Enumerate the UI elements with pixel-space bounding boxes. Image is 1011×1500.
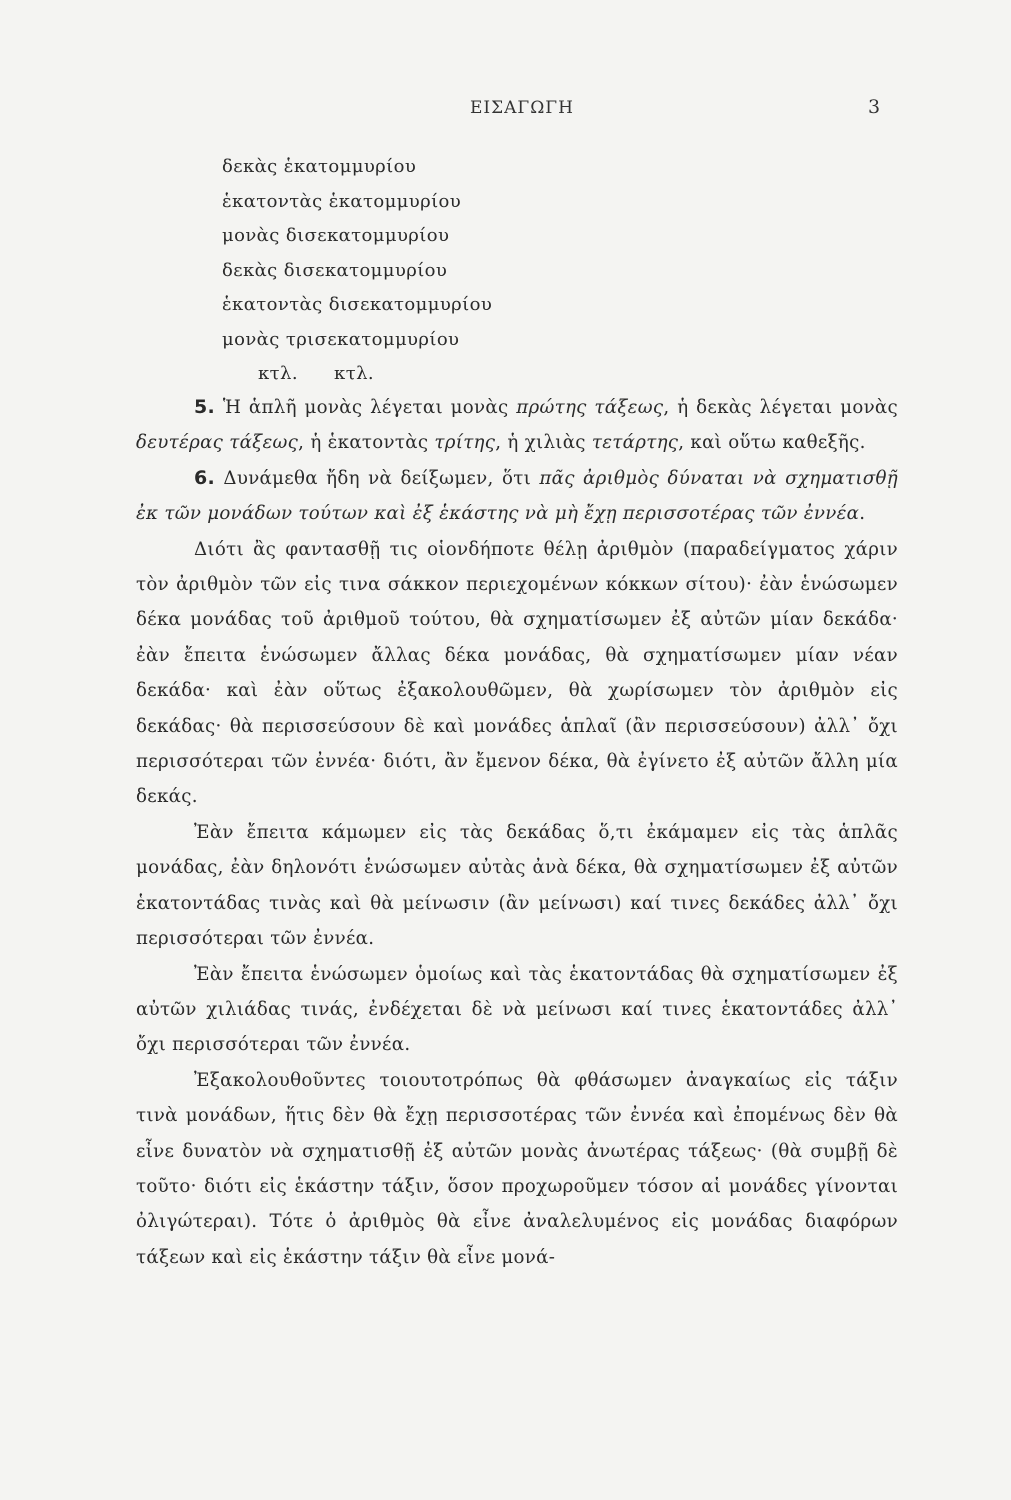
page-number: 3 [868,96,881,118]
emphasis: τρίτης [434,432,496,454]
list-item: ἑκατοντὰς δισεκατομμυρίου [222,294,493,315]
list-item: μονὰς τρισεκατομμυρίου [222,328,460,350]
body-text [136,390,898,1275]
running-head: ΕΙΣΑΓΩΓΗ [470,98,574,118]
list-item: ἑκατοντὰς ἑκατομμυρίου [222,190,462,212]
paragraph: Ἐὰν ἔπειτα ἑνώσωμεν ὁμοίως καὶ τὰς ἑκατοντάδας θὰ σχηματίσωμεν ἐξ αὐτῶν χιλιάδας τινάς, ἐνδέχεται δὲ νὰ μείνωσι καί τινες ἑκατοντάδες ἀλλ᾽ ὄχι περισσότεραι τῶν ἐννέα. [136,963,898,1056]
list-item: δεκὰς δισεκατομμυρίου [222,259,448,281]
list-item-etc: κτλ. κτλ. [258,363,374,384]
list-item: μονὰς δισεκατομμυρίου [222,225,450,246]
emphasis: πρώτης τάξεως [516,397,664,418]
emphasis: δευτέρας τάξεως [136,432,299,454]
units-list [222,150,492,392]
section-6-paragraph: 6. Δυνάμεθα ἤδη νὰ δείξωμεν, ὅτι πᾶς ἀριθμὸς δύναται νὰ σχηματισθῇ ἐκ τῶν μονάδων τούτων καὶ ἐξ ἑκάστης νὰ μὴ ἔχῃ περισσοτέρας τῶν ἐννέα. [136,466,898,525]
theorem-statement: πᾶς ἀριθμὸς δύναται νὰ σχηματισθῇ ἐκ τῶν μονάδων τούτων καὶ ἐξ ἑκάστης νὰ μὴ ἔχῃ περισσοτέρας τῶν ἐννέα [136,467,898,525]
list-item: δεκὰς ἑκατομμυρίου [222,156,417,177]
section-number: 5. [194,396,216,418]
emphasis: τετάρτης [591,432,679,454]
paragraph: Διότι ἂς φαντασθῇ τις οἱονδήποτε θέλῃ ἀριθμὸν (παραδείγματος χάριν τὸν ἀριθμὸν τῶν εἰς τινα σάκκον περιεχομένων κόκκων σίτου)· ἐὰν ἑνώσωμεν δέκα μονάδας τοῦ ἀριθμοῦ τούτου, θὰ σχηματίσωμεν ἐξ αὐτῶν μίαν δεκάδα· ἐὰν ἔπειτα ἑνώσωμεν ἄλλας δέκα μονάδας, θὰ σχηματίσωμεν μίαν νέαν δεκάδα· καὶ ἐὰν οὕτως ἐξακολουθῶμεν, θὰ χωρίσωμεν τὸν ἀριθμὸν εἰς δεκάδας· θὰ περισσεύσουν δὲ καὶ μονάδες ἁπλαῖ (ἂν περισσεύσουν) ἀλλ᾽ ὄχι περισσότεραι τῶν ἐννέα· διότι, ἂν ἔμενον δέκα, θὰ ἐγίνετο ἐξ αὐτῶν ἄλλη μία δεκάς. [136,538,898,808]
section-number: 6. [194,466,216,489]
paragraph: Ἐξακολουθοῦντες τοιουτοτρόπως θὰ φθάσωμεν ἀναγκαίως εἰς τάξιν τινὰ μονάδων, ἥτις δὲν θὰ ἔχῃ περισσοτέρας τῶν ἐννέα καὶ ἐπομένως δὲν θὰ εἶνε δυνατὸν νὰ σχηματισθῇ ἐξ αὐτῶν μονὰς ἀνωτέρας τάξεως· (θὰ συμβῇ δὲ τοῦτο· διότι εἰς ἑκάστην τάξιν, ὅσον προχωροῦμεν τόσον αἱ μονάδες γίνονται ὀλιγώτεραι). Τότε ὁ ἀριθμὸς θὰ εἶνε ἀναλελυμένος εἰς μονάδας διαφόρων τάξεων καὶ εἰς ἑκάστην τάξιν θὰ εἶνε μονά- [136,1069,898,1268]
paragraph: Ἐὰν ἔπειτα κάμωμεν εἰς τὰς δεκάδας ὅ,τι ἐκάμαμεν εἰς τὰς ἁπλᾶς μονάδας, ἐὰν δηλονότι ἑνώσωμεν αὐτὰς ἀνὰ δέκα, θὰ σχηματίσωμεν ἐξ αὐτῶν ἑκατοντάδας τινὰς καὶ θὰ μείνωσιν (ἂν μείνωσι) καί τινες δεκάδες ἀλλ᾽ ὄχι περισσότεραι τῶν ἐννέα. [136,821,898,950]
section-5-paragraph: 5. Ἡ ἁπλῆ μονὰς λέγεται μονὰς πρώτης τάξεως, ἡ δεκὰς λέγεται μονὰς δευτέρας τάξεως, ἡ ἑκατοντὰς τρίτης, ἡ χιλιὰς τετάρτης, καὶ οὕτω καθεξῆς. [136,396,898,454]
